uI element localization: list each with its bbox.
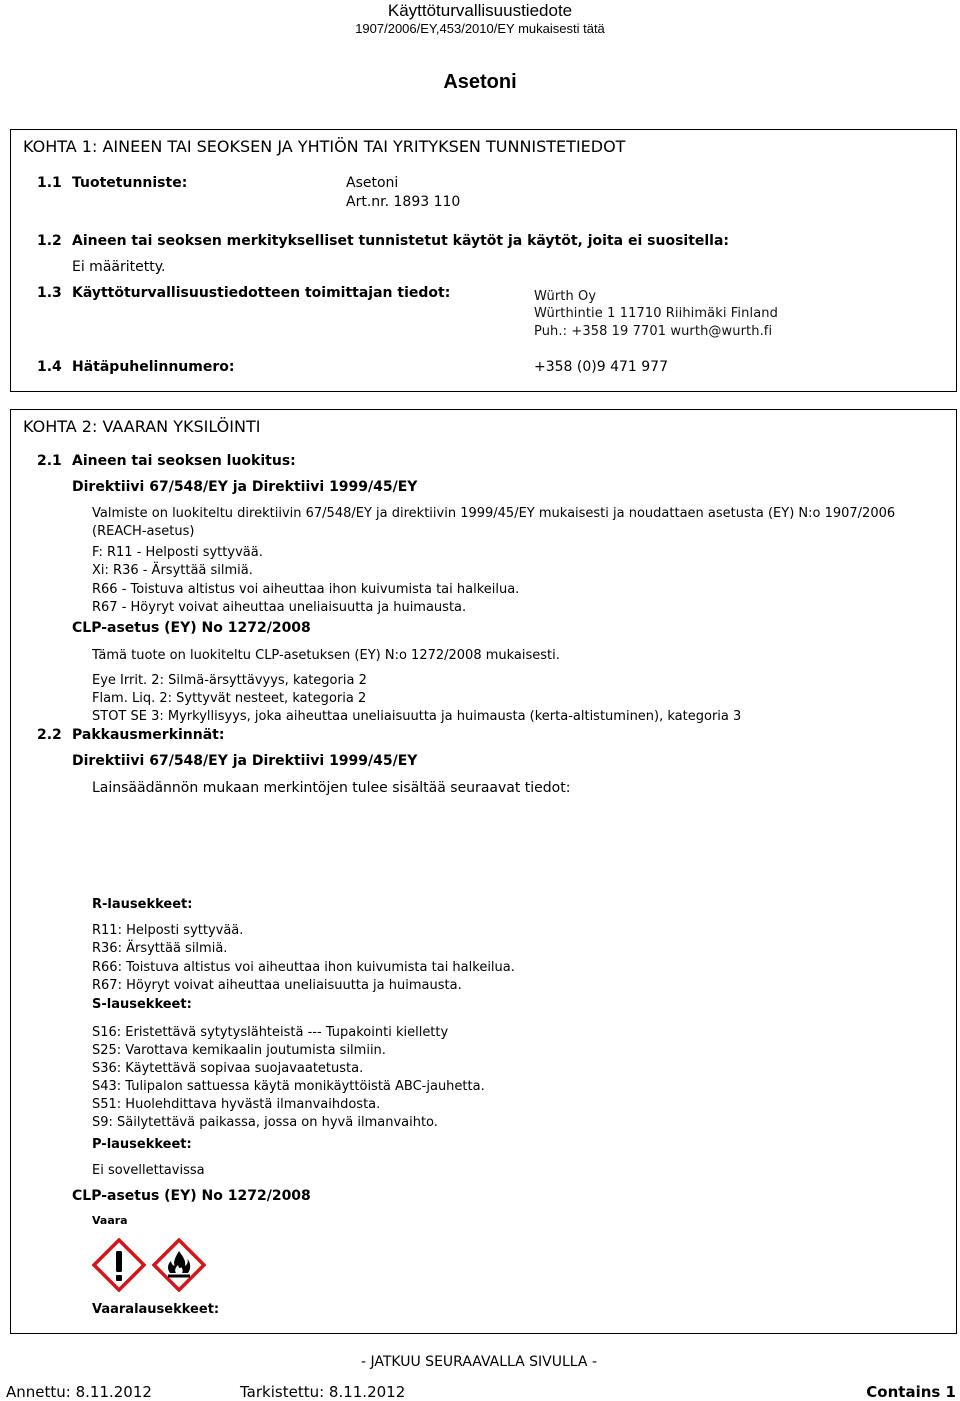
clp-text: Tämä tuote on luokiteltu CLP-asetuksen (EY) N:o 1272/2008 mukaisesti. [92,648,560,663]
section-1-heading: KOHTA 1: AINEEN TAI SEOKSEN JA YHTIÖN TAI YRITYKSEN TUNNISTETIEDOT [23,137,626,156]
s21-number: 2.1 [37,453,62,469]
labelling-law-text: Lainsäädännön mukaan merkintöjen tulee sisältää seuraavat tiedot: [92,780,571,796]
s12-label: Aineen tai seoksen merkitykselliset tunnistetut käytöt ja käytöt, joita ei suositella: [72,233,730,249]
regulation-subtitle: 1907/2006/EY,453/2010/EY mukaisesti tätä [355,21,605,36]
supplier-address: Würthintie 1 11710 Riihimäki Finland [534,306,778,321]
flame-pictogram [152,1238,206,1292]
document-type-title: Käyttöturvallisuustiedote [387,1,573,20]
page-contains: Contains 1 [866,1383,956,1401]
s22-number: 2.2 [37,727,62,743]
s-phrase: S16: Eristettävä sytytyslähteistä --- Tupakointi kielletty [92,1025,449,1040]
classification-line: Xi: R36 - Ärsyttää silmiä. [92,563,253,578]
r-phrase: R11: Helposti syttyvää. [92,923,244,938]
r-phrase: R66: Toistuva altistus voi aiheuttaa ihon kuivumista tai halkeilua. [92,960,515,975]
s14-number: 1.4 [37,359,62,375]
classification-line: F: R11 - Helposti syttyvää. [92,545,263,560]
clp-class-line: Flam. Liq. 2: Syttyvät nesteet, kategoria 2 [92,691,367,706]
s11-number: 1.1 [37,175,62,191]
s13-number: 1.3 [37,285,62,301]
s-phrases-heading: S-lausekkeet: [92,997,192,1012]
s-phrase: S9: Säilytettävä paikassa, jossa on hyvä ilmanvaihto. [92,1115,438,1130]
p-phrases-heading: P-lausekkeet: [92,1137,192,1152]
signal-word: Vaara [92,1214,128,1227]
directive-text-line-1: Valmiste on luokiteltu direktiivin 67/548/EY ja direktiivin 1999/45/EY mukaisesti ja noudattaen asetusta (EY) N:o 1907/2006 [92,506,896,521]
section-2-heading: KOHTA 2: VAARAN YKSILÖINTI [23,417,261,436]
directive-text-line-2: (REACH-asetus) [92,524,195,539]
s11-label: Tuotetunniste: [72,175,188,191]
s14-label: Hätäpuhelinnumero: [72,359,235,375]
r-phrases-heading: R-lausekkeet: [92,897,193,912]
s-phrase: S36: Käytettävä sopivaa suojavaatetusta. [92,1061,364,1076]
r-phrase: R36: Ärsyttää silmiä. [92,941,228,956]
directive-heading-2: Direktiivi 67/548/EY ja Direktiivi 1999/45/EY [72,753,418,769]
clp-class-line: STOT SE 3: Myrkyllisyys, joka aiheuttaa uneliaisuutta ja huimausta (kerta-altistuminen), kategoria 3 [92,709,742,724]
article-number: Art.nr. 1893 110 [346,194,461,210]
p-phrases-text: Ei sovellettavissa [92,1163,205,1178]
s12-number: 1.2 [37,233,62,249]
section-1-bottom-rule [10,391,957,392]
s-phrase: S51: Huolehdittava hyvästä ilmanvaihdosta. [92,1097,381,1112]
section-2-bottom-rule [10,1333,957,1334]
product-title: Asetoni [443,71,517,93]
supplier-name: Würth Oy [534,289,597,304]
s-phrase: S25: Varottava kemikaalin joutumista silmiin. [92,1043,386,1058]
directive-heading: Direktiivi 67/548/EY ja Direktiivi 1999/45/EY [72,479,418,495]
s13-label: Käyttöturvallisuustiedotteen toimittajan tiedot: [72,285,451,301]
clp-class-line: Eye Irrit. 2: Silmä-ärsyttävyys, kategoria 2 [92,673,367,688]
classification-line: R66 - Toistuva altistus voi aiheuttaa ihon kuivumista tai halkeilua. [92,582,520,597]
clp-heading-2: CLP-asetus (EY) No 1272/2008 [72,1188,311,1204]
continue-notice: - JATKUU SEURAAVALLA SIVULLA - [361,1354,598,1370]
classification-line: R67 - Höyryt voivat aiheuttaa uneliaisuutta ja huimausta. [92,600,467,615]
supplier-contact: Puh.: +358 19 7701 wurth@wurth.fi [534,324,773,339]
product-name: Asetoni [346,175,399,191]
revised-date: Tarkistettu: 8.11.2012 [240,1383,406,1401]
issued-date: Annettu: 8.11.2012 [6,1383,152,1401]
s-phrase: S43: Tulipalon sattuessa käytä monikäyttöistä ABC-jauhetta. [92,1079,485,1094]
s12-value: Ei määritetty. [72,259,166,275]
s22-label: Pakkausmerkinnät: [72,727,225,743]
exclamation-mark-pictogram [92,1238,146,1292]
r-phrase: R67: Höyryt voivat aiheuttaa uneliaisuutta ja huimausta. [92,978,462,993]
emergency-phone: +358 (0)9 471 977 [534,359,668,375]
s21-label: Aineen tai seoksen luokitus: [72,453,296,469]
hazard-statements-heading: Vaaralausekkeet: [92,1302,220,1317]
clp-heading: CLP-asetus (EY) No 1272/2008 [72,620,311,636]
